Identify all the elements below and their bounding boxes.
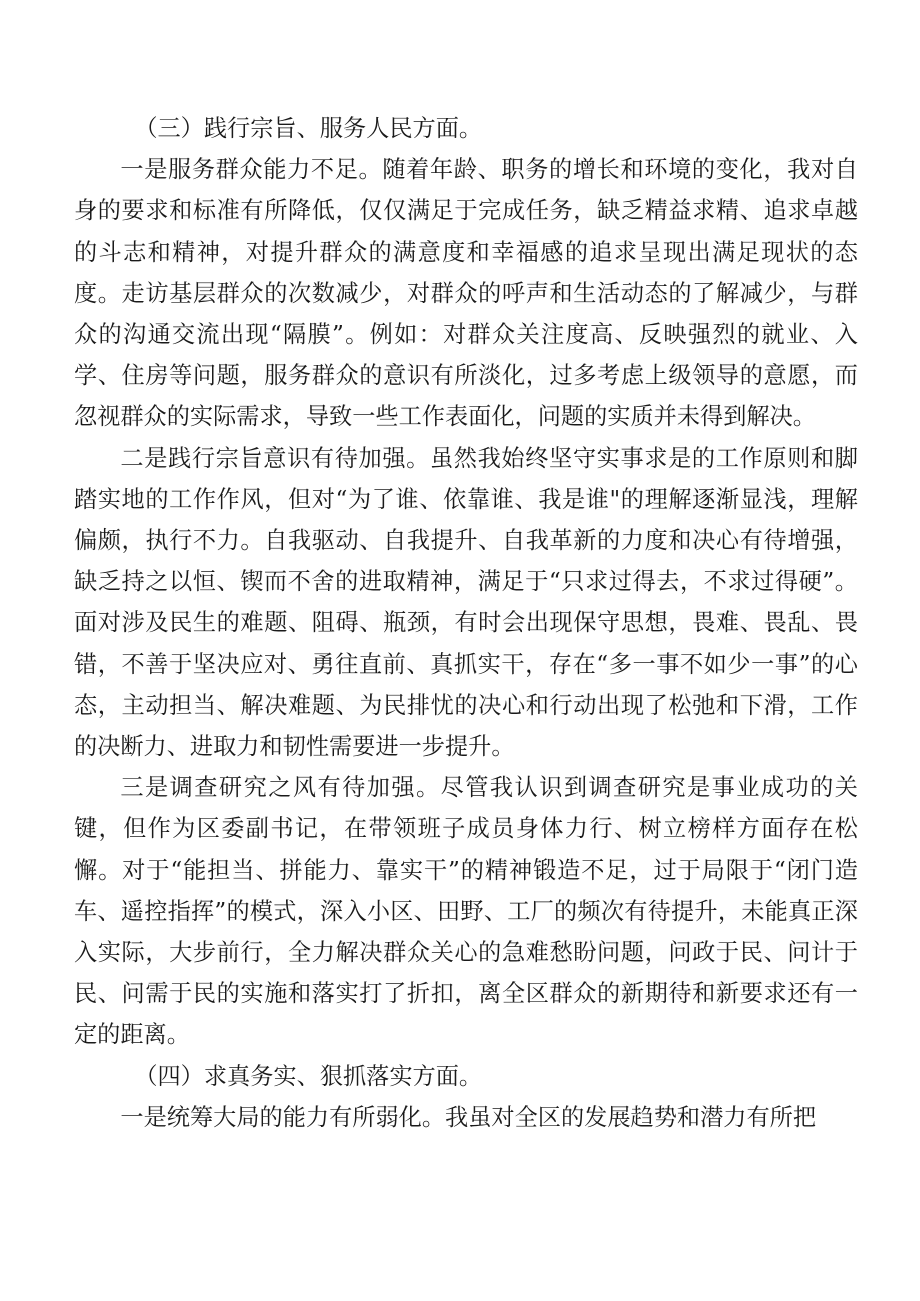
section-heading-three: （三）践行宗旨、服务人民方面。 <box>134 115 483 142</box>
paragraph-investigation-research: 三是调查研究之风有待加强。尽管我认识到调查研究是事业成功的关键，但作为区委副书记，在带领班子成员身体力行、树立榜样方面存在松懈。对于“能担当、拼能力、靠实干”的精神锻造不足，过于局限于“闭门造车、遥控指挥”的模式，深入小区、田野、工厂的频次有待提升，未能真正深入实际，大步前行，全力解决群众关心的急难愁盼问题，问政于民、问计于民、问需于民的实施和落实打了折扣，离全区群众的新期待和新要求还有一定的距离。 <box>74 774 858 1049</box>
section-heading-four: （四）求真务实、狠抓落实方面。 <box>134 1062 483 1090</box>
paragraph-overall-planning: 一是统筹大局的能力有所弱化。我虽对全区的发展趋势和潜力有所把 <box>120 1103 817 1131</box>
paragraph-service-ability: 一是服务群众能力不足。随着年龄、职务的增长和环境的变化，我对自身的要求和标准有所降低，仅仅满足于完成任务，缺乏精益求精、追求卓越的斗志和精神，对提升群众的满意度和幸福感的追求呈现出满足现状的态度。走访基层群众的次数减少，对群众的呼声和生活动态的了解减少，与群众的沟通交流出现“隔膜”。例如：对群众关注度高、反映强烈的就业、入学、住房等问题，服务群众的意识有所淡化，过多考虑上级领导的意愿，而忽视群众的实际需求，导致一些工作表面化，问题的实质并未得到解决。 <box>74 156 858 431</box>
paragraph-purpose-awareness: 二是践行宗旨意识有待加强。虽然我始终坚守实事求是的工作原则和脚踏实地的工作作风，但对“为了谁、依靠谁、我是谁"的理解逐渐显浅，理解偏颇，执行不力。自我驱动、自我提升、自我革新的力度和决心有待增强，缺乏持之以恒、锲而不舍的进取精神，满足于“只求过得去，不求过得硬”。面对涉及民生的难题、阻碍、瓶颈，有时会出现保守思想，畏难、畏乱、畏错，不善于坚决应对、勇往直前、真抓实干，存在“多一事不如少一事”的心态，主动担当、解决难题、为民排忧的决心和行动出现了松弛和下滑，工作的决断力、进取力和韧性需要进一步提升。 <box>74 444 858 761</box>
